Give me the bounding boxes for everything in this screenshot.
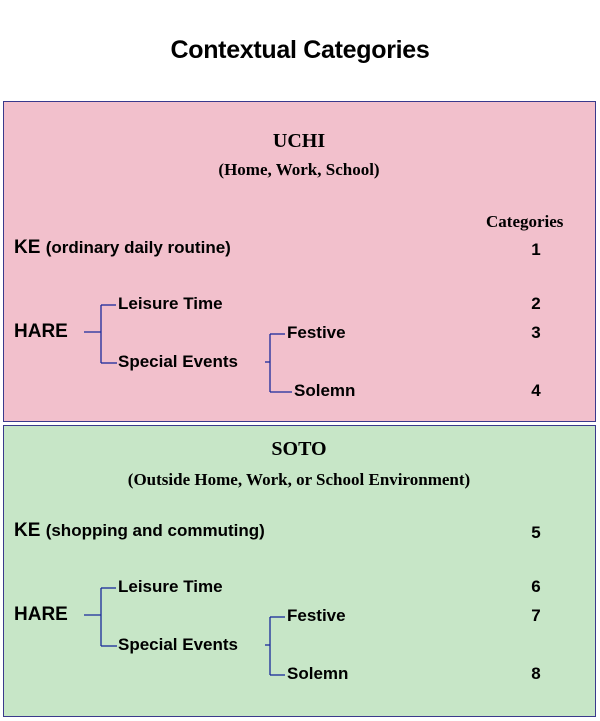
- soto-solemn: Solemn: [287, 664, 349, 683]
- uchi-hare-label: HARE: [14, 321, 68, 342]
- soto-hare-label: HARE: [14, 604, 68, 625]
- soto-tree-connectors: [4, 426, 594, 715]
- uchi-ke-label: KE: [14, 237, 41, 258]
- uchi-heading: UCHI: [272, 130, 326, 152]
- soto-heading: SOTO: [271, 438, 327, 460]
- soto-festive-num: 7: [531, 606, 541, 625]
- soto-special: Special Events: [118, 635, 239, 654]
- soto-ke-label: KE: [14, 520, 41, 541]
- uchi-panel: [3, 101, 596, 422]
- uchi-tree-connectors: [4, 102, 594, 420]
- categories-label: Categories: [486, 212, 564, 231]
- soto-leisure-num: 6: [531, 577, 541, 596]
- soto-subheading: (Outside Home, Work, or School Environment): [127, 470, 471, 489]
- uchi-solemn: Solemn: [294, 381, 356, 400]
- soto-leisure: Leisure Time: [118, 577, 223, 596]
- uchi-festive: Festive: [287, 323, 346, 342]
- soto-ke-num: 5: [531, 523, 541, 542]
- soto-ke-desc: (shopping and commuting): [45, 521, 265, 540]
- page-title: Contextual Categories: [170, 36, 430, 64]
- soto-panel: [3, 425, 596, 717]
- soto-solemn-num: 8: [531, 664, 541, 683]
- uchi-ke-desc: (ordinary daily routine): [45, 238, 231, 257]
- uchi-subheading: (Home, Work, School): [218, 160, 380, 179]
- uchi-festive-num: 3: [531, 323, 541, 342]
- uchi-leisure-num: 2: [531, 294, 541, 313]
- uchi-ke-num: 1: [531, 240, 541, 259]
- uchi-leisure: Leisure Time: [118, 294, 223, 313]
- uchi-special: Special Events: [118, 352, 239, 371]
- uchi-solemn-num: 4: [531, 381, 541, 400]
- soto-festive: Festive: [287, 606, 346, 625]
